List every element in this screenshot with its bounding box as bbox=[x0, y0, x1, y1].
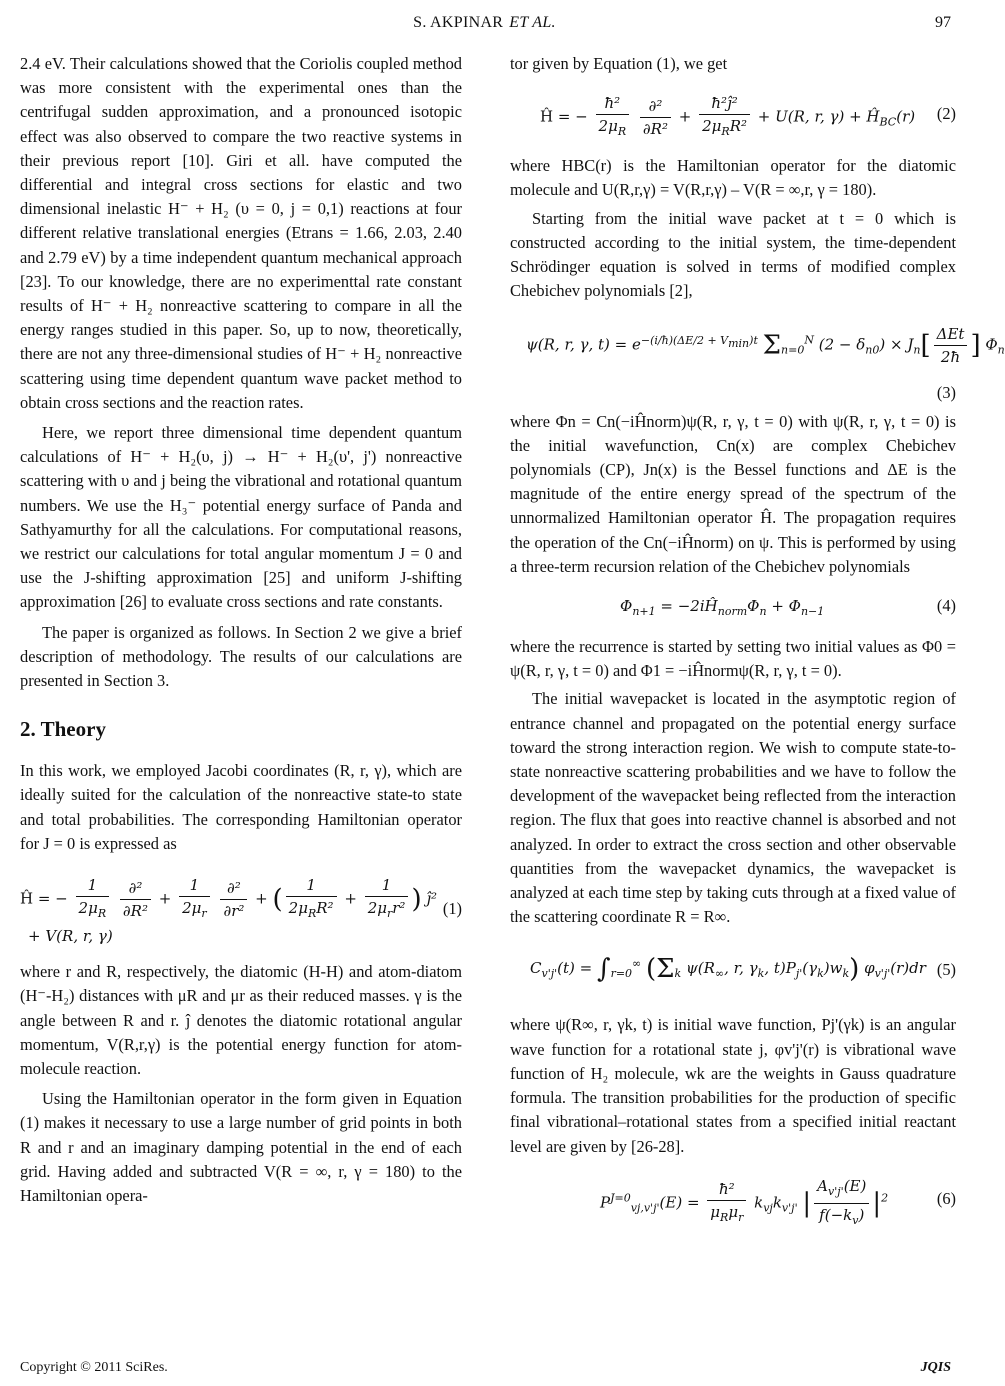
equation-2-number: (2) bbox=[936, 104, 956, 124]
equation-3-body: ψ(R, r, γ, $t) = e^{-(i/ħ)(\Delta E/2 + V_{min})t}$ $\Sigma_{n=0}^N$ $(2 - \delta_{n0}) \times J_n$[ $\frac{\text{ΔEt}}{2ħ}$ ] $\Phi_n$ bbox=[526, 325, 1005, 367]
equation-4-body: $\Phi_{n+1}$ = $-2iĤ_{norm}\Phi_n + \Phi_{n-1}$ bbox=[620, 597, 825, 619]
paragraph-chebichev: Starting from the initial wave packet at t = 0 which is constructed according to the initial system, the time-dependent Schrödinger equation is solved in terms of modified complex Chebichev polynomials [2], bbox=[510, 208, 956, 301]
author-etal: ET AL. bbox=[509, 14, 556, 31]
equation-5 bbox=[510, 939, 956, 1001]
equation-5-number: (5) bbox=[936, 960, 956, 980]
paragraph-report: Here, we report three dimensional time dependent quantum calculations of H⁻ + H₂(υ, j) → H⁻ + H₂(υ', j') nonreactive scattering with υ and j being the vibrational and rotational quantum numbers. We use the H₃⁻ potential energy surface of Panda and Sathyamurthy for all the calculations. For computational reasons, we restrict our calculations for total angular momentum J = 0 and use the J-shifting approximation [25] and uniform J-shifting approximation [26] to evaluate cross sections and rate constants. bbox=[20, 423, 462, 612]
equation-1-body: Ĥ = − $\frac{1}{2\mu_R}$ $\frac{\text{∂²}}{\text{∂R²}}$ + $\frac{1}{2\mu_r}$ $\frac{\text{∂²}}{\text{∂r²}}$ + ( $\frac{1}{2\mu_RR^2}$ + $\frac{1}{2\mu_rr^2}$ ) ĵ² + V(R, r, γ) bbox=[20, 876, 438, 946]
equation-3-number: (3) bbox=[936, 383, 956, 403]
equation-3 bbox=[510, 311, 1005, 375]
paragraph-intro-continued: 2.4 eV. Their calculations showed that the Coriolis coupled method was more consistent with the experimental ones than the centrifugal sudden approximation, and a pronounced isotopic effect was also observed to compare the two reactive systems in their previous report [10]. Giri et all. have computed the differential and integral cross sections for elastic and two dimensional inelastic H⁻ + H₂ (υ = 0, j = 0,1) reactions at four different relative translational energies (Etrans = 1.66, 2.03, 2.40 and 2.79 eV) by a time independent quantum mechanical approach [23]. To our knowledge, there are no experimenttal rate constant results of H⁻ + H₂ nonreactive scattering to compare in all the energy ranges studied in this paper. So, up to now, theoretically, there are not any three-dimensional studies of H⁻ + H₂ nonreactive scattering using time dependent quantum wave packet method to obtain cross sections and the reaction rates. bbox=[20, 54, 462, 412]
equation-2 bbox=[510, 86, 956, 142]
paragraph-coordinates: where r and R, respectively, the diatomic (H-H) and atom-diatom (H⁻-H₂) distances with μR and μr as their reduced masses. γ is the angle between R and r. ĵ denotes the diatomic rotational angular momentum, V(R,r,γ) is the potential energy function for atom-molecule reaction. bbox=[20, 962, 462, 1078]
equation-1 bbox=[20, 870, 462, 948]
author-name: S. AKPINAR bbox=[413, 14, 504, 31]
paragraph-initial-wavefunction: where ψ(R∞, r, γk, t) is initial wave function, Pj'(γk) is an angular wave function for a rotational state j, φv'j'(r) is vibrational wave function of H₂ molecule, wk are the weights in Gauss quadrature formula. The transition probabilities for the production of specific final vibrational–rotational states from a specified initial reactant level are given by [26-28]. bbox=[510, 1015, 956, 1156]
paragraph-hbc: where HBC(r) is the Hamiltonian operator for the diatomic molecule and U(R,r,γ) = V(R,r,γ) – V(R = ∞,r, γ = 180). bbox=[510, 156, 956, 200]
equation-6 bbox=[510, 1167, 956, 1231]
right-column bbox=[510, 52, 1005, 1243]
equation-1-number: (1) bbox=[442, 899, 462, 919]
running-header bbox=[0, 14, 969, 34]
equation-5-body: $C_{v'j'}(t) = \int_{r=0}^\infty$ ($\Sigma_k$ $\psi(R_\infty$, r, $\gamma_k$, $t)P_{j'}(\gamma_k)w_k$) $\varphi_{v'j'}(r)dr$ bbox=[530, 954, 926, 985]
equation-2-body: Ĥ = − $\frac{\text{ħ²}}{2\mu_R}$ $\frac{\text{∂²}}{\text{∂R²}}$ + $\frac{\text{ħ²ĵ²}}{2\mu_RR^2}$ + U(R, r, $\gamma) + Ĥ_{BC}(r)$ bbox=[540, 94, 916, 139]
running-title bbox=[0, 14, 969, 32]
paragraph-wavefunction: where Φn = Cn(−iĤnorm)ψ(R, r, γ, t = 0) with ψ(R, r, γ, t = 0) is the initial wavefunction, Cn(x) are complex Chebichev polynomials (CP), Jn(x) is the Bessel functions and ΔE is the magnitude of the entire energy spread of the spectrum of the unnormalized Hamiltonian operator Ĥ. The propagation requires the operation of the Cn(−iĤnorm) on ψ. This is performed by using a three-term recursion relation of the Chebichev polynomials bbox=[510, 411, 956, 576]
equation-4-number: (4) bbox=[936, 596, 956, 616]
paragraph-hamiltonian: Using the Hamiltonian operator in the form given in Equation (1) makes it necessary to use a large number of grid points in both R and r and an imaginary damping potential in the end of each grid. Having added and subtracted V(R = ∞, r, γ = 180) to the Hamiltonian opera- bbox=[20, 1089, 462, 1205]
paragraph-tor-given: tor given by Equation (1), we get bbox=[510, 54, 728, 73]
paragraph-recurrence: where the recurrence is started by setting two initial values as Φ0 = ψ(R, r, γ, t = 0) and Φ1 = −iĤnormψ(R, r, γ, t = 0). bbox=[510, 637, 956, 681]
equation-6-body: $P^{J=0}_{vj,v'j'}(E)$ = $\frac{\text{ħ²}}{\mu_R\mu_r}$ $k_{vj}k_{v'j'}$ | $\frac{A_{v'j'}(E)}{f(-k_v)}$ $|^2$ bbox=[600, 1176, 889, 1227]
paragraph-jacobi: In this work, we employed Jacobi coordinates (R, r, γ), which are ideally suited for the calculation of the nonreactive state-to state and total probabilities. The corresponding Hamiltonian operator for J = 0 is expressed as bbox=[20, 761, 462, 853]
left-column bbox=[20, 52, 462, 1208]
section-title: 2. Theory bbox=[20, 717, 106, 742]
paragraph-organization: The paper is organized as follows. In Section 2 we give a brief description of methodology. The results of our calculations are presented in Section 3. bbox=[20, 622, 462, 691]
paragraph-wavepacket: The initial wavepacket is located in the asymptotic region of entrance channel and propagated on the potential energy surface toward the strong interaction region. We wish to compute state-to-state nonreactive scattering probabilities and we have to follow the development of the wavepacket being reflected from the interaction region. The flux that goes into reactive channel is absorbed and not analyzed. In order to extract the cross section and other observable quantities from the wavepacket dynamics, the wavepacket is analyzed at each time step by taking cuts through at a fixed value of the scattering coordinate R = R∞. bbox=[510, 689, 956, 927]
equation-4 bbox=[510, 589, 956, 623]
page-number: 97 bbox=[935, 14, 951, 31]
equation-6-number: (6) bbox=[936, 1188, 956, 1208]
journal-name: JQIS bbox=[920, 1360, 951, 1375]
copyright-notice: Copyright © 2011 SciRes. bbox=[20, 1360, 168, 1375]
